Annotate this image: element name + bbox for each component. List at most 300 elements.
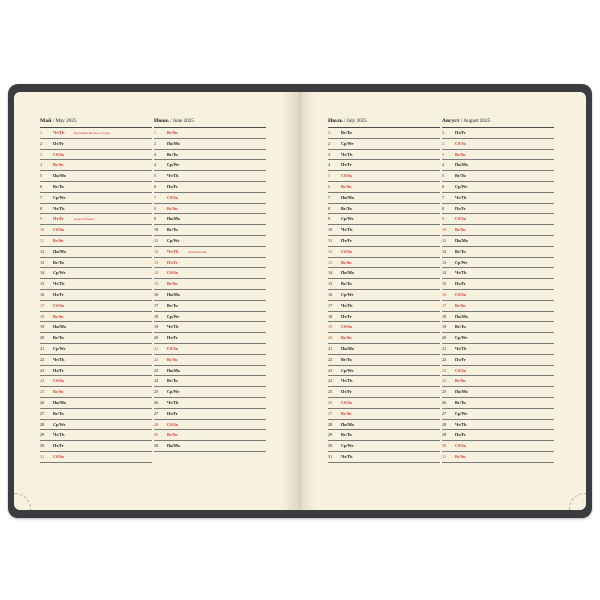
day-number: 9: [328, 216, 331, 222]
day-number: 6: [442, 183, 445, 189]
weekday-label: Пт/Fr: [455, 130, 466, 135]
day-number: 19: [442, 324, 447, 330]
day-row: [154, 312, 266, 323]
day-number: 9: [442, 216, 445, 222]
day-row: [40, 376, 152, 387]
day-row: [442, 128, 554, 139]
day-row: [442, 376, 554, 387]
day-number: 31: [40, 453, 45, 459]
day-row: [40, 312, 152, 323]
month-heading: [442, 117, 554, 128]
day-row: [328, 268, 440, 279]
day-number: 29: [442, 432, 447, 438]
day-row: [40, 409, 152, 420]
month-subtitle: / June 2025: [170, 118, 195, 124]
day-number: 29: [40, 432, 45, 438]
day-row: [328, 430, 440, 441]
day-row: [442, 182, 554, 193]
weekday-label: Вт/Tu: [341, 130, 352, 135]
day-row: [154, 182, 266, 193]
day-row: [154, 268, 266, 279]
day-row: [154, 171, 266, 182]
day-row: [442, 366, 554, 377]
day-row: [40, 398, 152, 409]
day-row: [328, 193, 440, 204]
day-row: [442, 430, 554, 441]
day-row: [442, 355, 554, 366]
day-row: [442, 193, 554, 204]
corner-decoration: [14, 493, 31, 510]
day-row: [328, 333, 440, 344]
weekday-label: Ср/We: [53, 270, 66, 276]
day-number: 5: [40, 173, 43, 179]
day-row: [154, 344, 266, 355]
day-row: [40, 139, 152, 150]
day-row: [40, 258, 152, 269]
weekday-label: Вт/Tu: [455, 324, 466, 330]
day-number: 10: [442, 227, 447, 233]
weekday-label: Пт/Fr: [53, 216, 64, 222]
weekday-label: Вт/Tu: [53, 183, 64, 189]
day-row: [154, 160, 266, 171]
weekday-label: Сб/Sa: [53, 453, 64, 459]
weekday-label: Вт/Tu: [53, 335, 64, 341]
day-number: 25: [442, 389, 447, 395]
day-number: 10: [154, 227, 159, 233]
day-row: [442, 225, 554, 236]
day-number: 12: [442, 248, 447, 254]
weekday-label: Ср/We: [455, 259, 468, 265]
day-number: 1: [154, 130, 157, 135]
day-number: 16: [442, 291, 447, 297]
day-row: [154, 258, 266, 269]
day-number: 28: [442, 421, 447, 427]
day-number: 6: [328, 183, 331, 189]
day-row: [328, 376, 440, 387]
day-number: 20: [154, 335, 159, 341]
day-number: 3: [154, 151, 157, 157]
weekday-label: Чт/Th: [53, 205, 65, 211]
weekday-label: Вт/Tu: [455, 173, 466, 179]
weekday-label: Вс/Su: [341, 183, 352, 189]
month-column-june: [154, 117, 266, 452]
weekday-label: Вс/Su: [455, 453, 466, 459]
day-row: [442, 247, 554, 258]
weekday-label: Вс/Su: [341, 335, 352, 341]
weekday-label: Ср/We: [455, 410, 468, 416]
day-number: 14: [328, 270, 333, 276]
weekday-label: Пн/Mo: [455, 237, 468, 243]
weekday-label: Ср/We: [455, 335, 468, 341]
corner-decoration: [569, 493, 586, 510]
weekday-label: Пн/Mo: [455, 162, 468, 168]
weekday-label: Пн/Mo: [167, 216, 180, 222]
day-row: [442, 171, 554, 182]
day-number: 22: [442, 356, 447, 362]
day-number: 15: [328, 281, 333, 287]
day-number: 8: [328, 205, 331, 211]
weekday-label: Вс/Su: [167, 356, 178, 362]
day-row: [328, 290, 440, 301]
month-name: Июнь: [154, 118, 169, 124]
holiday-note: День России: [188, 249, 207, 254]
month-column-may: [40, 117, 152, 463]
day-row: [328, 150, 440, 161]
weekday-label: Вс/Su: [455, 227, 466, 233]
month-column-july: [328, 117, 440, 463]
weekday-label: Пт/Fr: [53, 291, 64, 297]
day-row: [442, 258, 554, 269]
day-number: 7: [328, 194, 331, 200]
day-row: [154, 139, 266, 150]
day-row: [442, 322, 554, 333]
weekday-label: Сб/Sa: [455, 140, 466, 146]
day-number: 5: [442, 173, 445, 179]
weekday-label: Пн/Mo: [53, 324, 66, 330]
day-number: 29: [154, 432, 159, 438]
weekday-label: Вт/Tu: [455, 399, 466, 405]
weekday-label: Вт/Tu: [53, 259, 64, 265]
day-number: 7: [154, 194, 157, 200]
day-row: [328, 171, 440, 182]
day-number: 24: [442, 378, 447, 384]
day-row: [40, 279, 152, 290]
day-number: 20: [40, 335, 45, 341]
day-number: 10: [40, 227, 45, 233]
weekday-label: Чт/Th: [167, 399, 179, 405]
day-list: [442, 128, 554, 463]
day-number: 31: [442, 453, 447, 459]
day-number: 19: [154, 324, 159, 330]
month-column-august: [442, 117, 554, 463]
day-number: 4: [40, 162, 43, 168]
day-number: 8: [442, 205, 445, 211]
weekday-label: Сб/Sa: [167, 345, 178, 351]
weekday-label: Чт/Th: [341, 378, 353, 384]
weekday-label: Сб/Sa: [455, 367, 466, 373]
day-row: [40, 441, 152, 452]
month-heading: [40, 117, 152, 128]
day-row: [442, 150, 554, 161]
day-number: 3: [442, 151, 445, 157]
day-row: [154, 333, 266, 344]
day-number: 19: [328, 324, 333, 330]
day-number: 9: [154, 216, 157, 222]
day-number: 25: [328, 389, 333, 395]
day-row: [40, 160, 152, 171]
day-number: 26: [154, 399, 159, 405]
day-row: [40, 344, 152, 355]
day-number: 17: [328, 302, 333, 308]
day-number: 11: [442, 237, 447, 243]
day-row: [154, 366, 266, 377]
weekday-label: Вт/Tu: [341, 281, 352, 287]
day-number: 6: [154, 183, 157, 189]
weekday-label: Вс/Su: [53, 237, 64, 243]
day-number: 31: [328, 453, 333, 459]
holiday-note: День Победы: [74, 217, 94, 222]
weekday-label: Вс/Su: [53, 162, 64, 168]
day-number: 4: [328, 162, 331, 168]
weekday-label: Пн/Mo: [455, 389, 468, 395]
day-row: [154, 225, 266, 236]
day-row: [154, 409, 266, 420]
weekday-label: Пт/Fr: [167, 259, 178, 265]
day-number: 15: [40, 281, 45, 287]
day-number: 1: [442, 130, 445, 135]
weekday-label: Чт/Th: [455, 270, 467, 276]
day-row: [328, 355, 440, 366]
weekday-label: Сб/Sa: [341, 324, 352, 330]
day-row: [154, 322, 266, 333]
day-number: 14: [442, 270, 447, 276]
weekday-label: Вс/Su: [53, 389, 64, 395]
day-row: [154, 290, 266, 301]
day-number: 1: [40, 130, 43, 135]
day-row: [328, 204, 440, 215]
day-number: 5: [328, 173, 331, 179]
day-number: 29: [328, 432, 333, 438]
month-name: Август: [442, 118, 460, 124]
day-row: [328, 409, 440, 420]
day-number: 13: [328, 259, 333, 265]
day-number: 8: [40, 205, 43, 211]
day-row: [40, 387, 152, 398]
day-row: [328, 160, 440, 171]
day-number: 23: [40, 367, 45, 373]
weekday-label: Пт/Fr: [167, 183, 178, 189]
weekday-label: Пт/Fr: [341, 237, 352, 243]
month-name: Июль: [328, 118, 343, 124]
weekday-label: Вт/Tu: [167, 302, 178, 308]
weekday-label: Чт/Th: [53, 432, 65, 438]
weekday-label: Чт/Th: [455, 194, 467, 200]
weekday-label: Ср/We: [53, 194, 66, 200]
weekday-label: Ср/We: [341, 216, 354, 222]
day-number: 28: [328, 421, 333, 427]
day-row: [40, 355, 152, 366]
weekday-label: Ср/We: [341, 367, 354, 373]
weekday-label: Сб/Sa: [341, 248, 352, 254]
day-number: 17: [154, 302, 159, 308]
weekday-label: Ср/We: [167, 162, 180, 168]
day-row: [328, 322, 440, 333]
weekday-label: Сб/Sa: [53, 151, 64, 157]
weekday-label: Чт/Th: [455, 345, 467, 351]
day-row: [442, 236, 554, 247]
day-number: 22: [40, 356, 45, 362]
day-row: [40, 150, 152, 161]
weekday-label: Пн/Mo: [341, 345, 354, 351]
day-number: 13: [40, 259, 45, 265]
weekday-label: Вт/Tu: [53, 410, 64, 416]
day-row: [40, 366, 152, 377]
day-number: 12: [154, 248, 159, 254]
day-row: [442, 344, 554, 355]
day-row: [40, 452, 152, 463]
day-row: [154, 204, 266, 215]
weekday-label: Вт/Tu: [167, 151, 178, 157]
day-number: 15: [442, 281, 447, 287]
weekday-label: Вс/Su: [167, 281, 178, 287]
day-number: 7: [40, 194, 43, 200]
weekday-label: Пн/Mo: [53, 399, 66, 405]
day-row: [40, 193, 152, 204]
day-number: 27: [154, 410, 159, 416]
day-row: [328, 225, 440, 236]
day-number: 17: [442, 302, 447, 308]
day-row: [328, 387, 440, 398]
day-row: [328, 258, 440, 269]
weekday-label: Чт/Th: [341, 227, 353, 233]
weekday-label: Пт/Fr: [167, 335, 178, 341]
day-row: [40, 430, 152, 441]
day-number: 11: [154, 237, 159, 243]
day-number: 3: [40, 151, 43, 157]
day-row: [328, 279, 440, 290]
weekday-label: Вс/Su: [167, 205, 178, 211]
weekday-label: Пт/Fr: [455, 432, 466, 438]
day-number: 22: [328, 356, 333, 362]
day-row: [154, 193, 266, 204]
weekday-label: Чт/Th: [53, 281, 65, 287]
day-row: [154, 387, 266, 398]
day-row: [328, 182, 440, 193]
holiday-note: Праздник Весны и Труда: [74, 131, 111, 135]
day-row: [154, 301, 266, 312]
day-number: 24: [40, 378, 45, 384]
day-row: [40, 290, 152, 301]
weekday-label: Ср/We: [341, 140, 354, 146]
weekday-label: Пн/Mo: [53, 173, 66, 179]
day-number: 11: [40, 237, 45, 243]
day-number: 22: [154, 356, 159, 362]
day-number: 20: [328, 335, 333, 341]
weekday-label: Ср/We: [53, 421, 66, 427]
day-row: [442, 279, 554, 290]
weekday-label: Пт/Fr: [341, 162, 352, 168]
day-number: 9: [40, 216, 43, 222]
day-number: 1: [328, 130, 331, 135]
day-number: 12: [328, 248, 333, 254]
weekday-label: Вс/Su: [167, 432, 178, 438]
day-number: 16: [328, 291, 333, 297]
weekday-label: Пт/Fr: [167, 410, 178, 416]
weekday-label: Вс/Su: [341, 259, 352, 265]
day-row: [40, 420, 152, 431]
day-number: 20: [442, 335, 447, 341]
day-row: [328, 441, 440, 452]
weekday-label: Сб/Sa: [53, 378, 64, 384]
day-row: [328, 398, 440, 409]
weekday-label: Сб/Sa: [341, 399, 352, 405]
day-number: 8: [154, 205, 157, 211]
day-row: [328, 247, 440, 258]
day-row: [154, 150, 266, 161]
day-row: [442, 333, 554, 344]
weekday-label: Пт/Fr: [455, 205, 466, 211]
weekday-label: Вт/Tu: [455, 248, 466, 254]
day-number: 10: [328, 227, 333, 233]
day-row: [328, 312, 440, 323]
weekday-label: Пн/Mo: [167, 291, 180, 297]
day-number: 30: [40, 443, 45, 449]
weekday-label: Сб/Sa: [455, 443, 466, 449]
weekday-label: Пт/Fr: [455, 281, 466, 287]
day-number: 15: [154, 281, 159, 287]
weekday-label: Сб/Sa: [455, 291, 466, 297]
day-number: 18: [328, 313, 333, 319]
day-row: [442, 398, 554, 409]
weekday-label: Вс/Su: [53, 313, 64, 319]
day-row: [40, 268, 152, 279]
weekday-label: Чт/Th: [53, 356, 65, 362]
day-number: 27: [40, 410, 45, 416]
day-number: 27: [442, 410, 447, 416]
gutter-shadow: [282, 92, 298, 510]
day-number: 26: [442, 399, 447, 405]
day-row: [328, 139, 440, 150]
day-row: [154, 398, 266, 409]
day-row: [154, 247, 266, 258]
day-row: [40, 182, 152, 193]
day-row: [40, 322, 152, 333]
day-number: 23: [442, 367, 447, 373]
day-number: 13: [154, 259, 159, 265]
day-number: 28: [154, 421, 159, 427]
day-row: [154, 279, 266, 290]
month-subtitle: / May 2025: [52, 118, 77, 124]
day-number: 21: [328, 345, 333, 351]
day-number: 3: [328, 151, 331, 157]
day-row: [328, 214, 440, 225]
day-number: 19: [40, 324, 45, 330]
weekday-label: Пн/Mo: [167, 367, 180, 373]
day-row: [154, 430, 266, 441]
day-number: 7: [442, 194, 445, 200]
day-row: [40, 204, 152, 215]
weekday-label: Пн/Mo: [341, 421, 354, 427]
weekday-label: Вт/Tu: [167, 227, 178, 233]
weekday-label: Вс/Su: [455, 302, 466, 308]
weekday-label: Вт/Tu: [341, 356, 352, 362]
day-number: 14: [40, 270, 45, 276]
weekday-label: Чт/Th: [167, 248, 179, 254]
day-number: 30: [154, 443, 159, 449]
day-row: [40, 214, 152, 225]
day-number: 21: [442, 345, 447, 351]
day-number: 16: [40, 291, 45, 297]
day-number: 24: [154, 378, 159, 384]
day-list: [328, 128, 440, 463]
weekday-label: Вт/Tu: [341, 432, 352, 438]
day-row: [40, 247, 152, 258]
weekday-label: Сб/Sa: [53, 227, 64, 233]
weekday-label: Пн/Mo: [167, 140, 180, 146]
weekday-label: Пн/Mo: [341, 270, 354, 276]
day-row: [328, 452, 440, 463]
weekday-label: Пн/Mo: [167, 443, 180, 449]
month-heading: [328, 117, 440, 128]
day-number: 2: [328, 140, 331, 146]
day-row: [154, 441, 266, 452]
gutter-shadow: [302, 92, 316, 510]
weekday-label: Сб/Sa: [167, 421, 178, 427]
weekday-label: Ср/We: [341, 291, 354, 297]
day-row: [442, 301, 554, 312]
weekday-label: Пн/Mo: [341, 194, 354, 200]
day-row: [40, 236, 152, 247]
